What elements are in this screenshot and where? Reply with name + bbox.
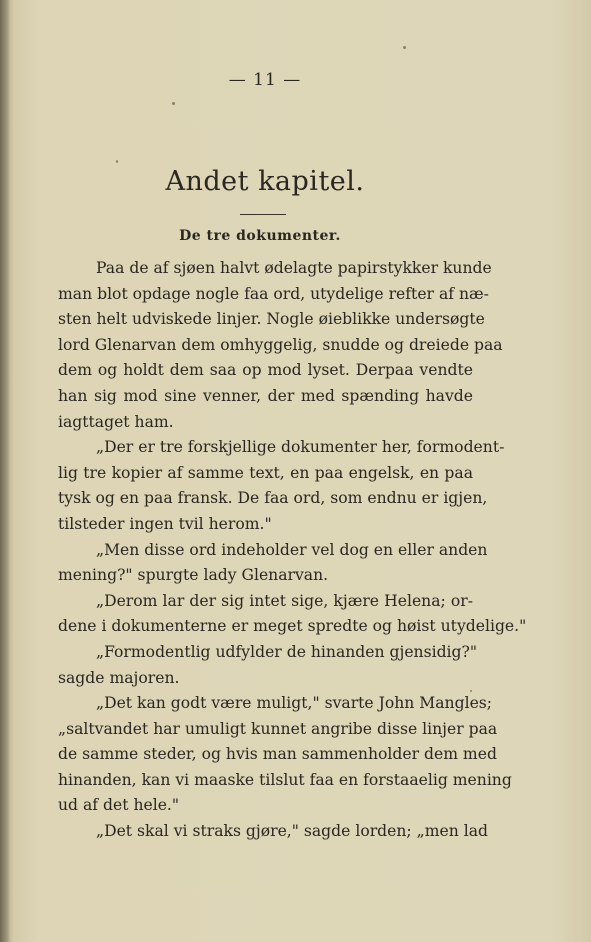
text-line: „Formodentlig udfylder de hinanden gjensidig?" xyxy=(96,642,478,661)
text-line: „Derom lar der sig intet sige, kjære Helena; or- xyxy=(96,591,473,610)
text-line: „Der er tre forskjellige dokumenter her, formodent- xyxy=(96,438,505,457)
text-line: han sig mod sine venner, der med spænding havde xyxy=(58,386,473,405)
title-rule xyxy=(240,214,286,215)
body-text xyxy=(58,256,527,845)
text-line: iagttaget ham. xyxy=(58,412,174,431)
text-line: „saltvandet har umuligt kunnet angribe disse linjer paa xyxy=(58,719,498,738)
text-line: dene i dokumenterne er meget spredte og høist utydelige." xyxy=(58,617,527,636)
text-line: tilsteder ingen tvil herom." xyxy=(58,514,272,533)
text-line: sagde majoren. xyxy=(58,668,180,687)
text-line: dem og holdt dem saa op mod lyset. Derpaa vendte xyxy=(58,361,473,380)
text-line: sten helt udviskede linjer. Nogle øieblikke undersøgte xyxy=(58,310,485,329)
text-line: hinanden, kan vi maaske tilslut faa en forstaaelig mening xyxy=(58,770,512,789)
text-line: ud af det hele." xyxy=(58,796,180,815)
text-line: „Det kan godt være muligt," svarte John Mangles; xyxy=(96,694,493,713)
page-number: — 11 — xyxy=(228,70,302,90)
text-line: Paa de af sjøen halvt ødelagte papirstykker kunde xyxy=(96,259,492,277)
text-line: lig tre kopier af samme text, en paa engelsk, en paa xyxy=(58,463,473,482)
text-line: „Men disse ord indeholder vel dog en eller anden xyxy=(96,540,488,559)
paper-speck xyxy=(403,46,406,49)
text-line: lord Glenarvan dem omhyggelig, snudde og dreiede paa xyxy=(58,335,503,354)
text-line: man blot opdage nogle faa ord, utydelige refter af næ- xyxy=(58,284,489,303)
text-line: tysk og en paa fransk. De faa ord, som endnu er igjen, xyxy=(58,489,488,508)
paper-speck xyxy=(470,690,472,692)
page-spine-shadow xyxy=(0,0,10,942)
paper-speck xyxy=(172,102,175,105)
chapter-subtitle: De tre dokumenter. xyxy=(179,228,341,244)
paper-speck xyxy=(116,160,118,163)
chapter-title: Andet kapitel. xyxy=(165,166,365,197)
text-line: mening?" spurgte lady Glenarvan. xyxy=(58,566,329,585)
text-line: „Det skal vi straks gjøre," sagde lorden; „men lad xyxy=(96,822,488,841)
text-line: de samme steder, og hvis man sammenholder dem med xyxy=(58,745,497,764)
